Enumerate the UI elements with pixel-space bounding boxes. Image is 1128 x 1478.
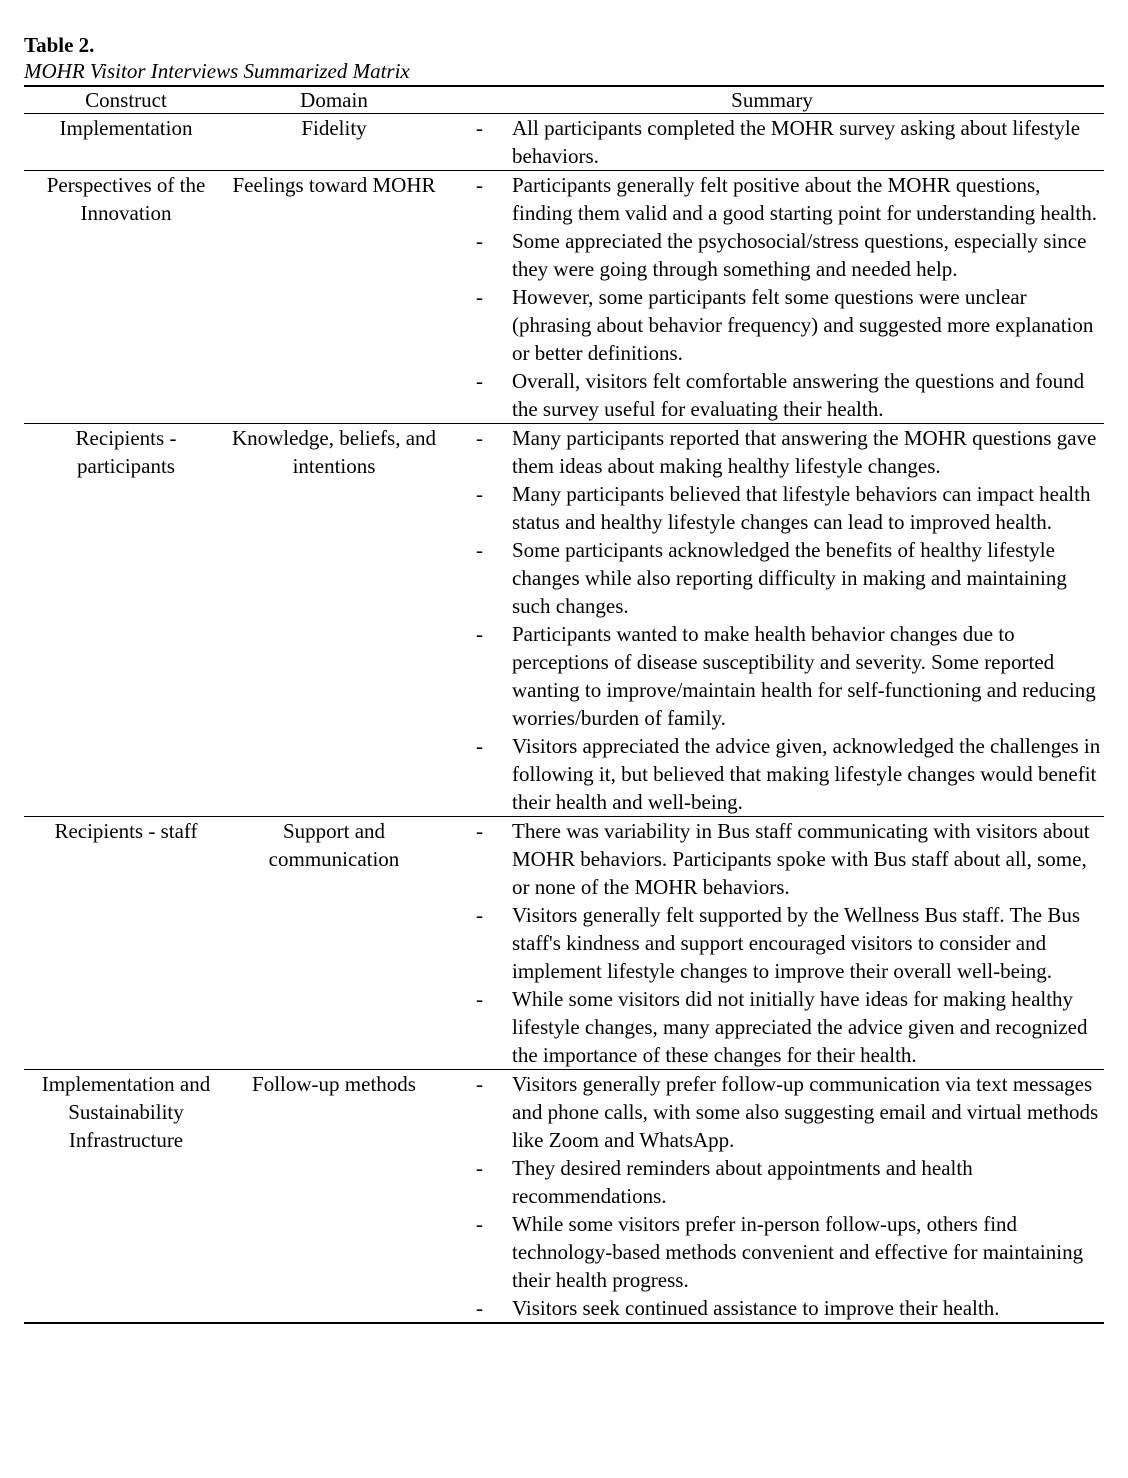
summary-cell — [440, 424, 1104, 817]
summary-item — [440, 114, 1104, 170]
summary-text: However, some participants felt some questions were unclear (phrasing about behavior frequency) and suggested more explanation or better definitions. — [512, 285, 1094, 365]
bullet-dash: - — [476, 116, 483, 140]
summary-item — [440, 480, 1104, 536]
summary-text: Visitors generally felt supported by the Wellness Bus staff. The Bus staff's kindness and support encouraged visitors to consider and implement lifestyle changes to improve their overall well-being. — [512, 903, 1081, 983]
header-row — [24, 86, 1104, 114]
summary-matrix-table — [24, 85, 1104, 1324]
summary-text: Many participants believed that lifestyle behaviors can impact health status and healthy lifestyle changes can lead to improved health. — [512, 482, 1091, 534]
summary-cell — [440, 817, 1104, 1070]
table-header — [24, 86, 1104, 114]
table-row — [24, 1070, 1104, 1324]
bullet-dash: - — [476, 285, 483, 309]
table-row — [24, 171, 1104, 424]
summary-item — [440, 536, 1104, 620]
summary-item — [440, 1210, 1104, 1294]
construct-cell: Perspectives of the Innovation — [46, 173, 206, 225]
bullet-dash: - — [476, 987, 483, 1011]
header-domain: Domain — [300, 88, 368, 112]
table-title: Table 2. — [24, 33, 95, 57]
summary-text: Visitors seek continued assistance to improve their health. — [512, 1296, 1000, 1320]
summary-text: Participants generally felt positive about the MOHR questions, finding them valid and a good starting point for understanding health. — [512, 173, 1097, 225]
summary-list — [440, 817, 1104, 1069]
summary-item — [440, 1070, 1104, 1154]
construct-cell: Implementation and Sustainability Infrastructure — [41, 1072, 211, 1152]
summary-text: Visitors generally prefer follow-up communication via text messages and phone calls, with some also suggesting email and virtual methods like Zoom and WhatsApp. — [512, 1072, 1099, 1152]
bullet-dash: - — [476, 1072, 483, 1096]
bullet-dash: - — [476, 1212, 483, 1236]
summary-item — [440, 817, 1104, 901]
bullet-dash: - — [476, 1296, 483, 1320]
bullet-dash: - — [476, 482, 483, 506]
summary-text: Visitors appreciated the advice given, acknowledged the challenges in following it, but believed that making lifestyle changes would benefit their health and well-being. — [512, 734, 1101, 814]
summary-cell — [440, 171, 1104, 424]
summary-item — [440, 227, 1104, 283]
bullet-dash: - — [476, 819, 483, 843]
header-summary: Summary — [731, 88, 813, 112]
construct-cell: Recipients - staff — [54, 819, 198, 843]
domain-cell: Knowledge, beliefs, and intentions — [231, 426, 437, 478]
bullet-dash: - — [476, 538, 483, 562]
summary-text: There was variability in Bus staff communicating with visitors about MOHR behaviors. Participants spoke with Bus staff about all, some, or none of the MOHR behaviors. — [512, 819, 1090, 899]
summary-cell — [440, 114, 1104, 171]
summary-item — [440, 283, 1104, 367]
document-page — [24, 33, 1104, 1324]
summary-text: Overall, visitors felt comfortable answering the questions and found the survey useful for evaluating their health. — [512, 369, 1085, 421]
construct-cell: Recipients - participants — [75, 426, 177, 478]
summary-text: While some visitors did not initially have ideas for making healthy lifestyle changes, many appreciated the advice given and recognized the importance of these changes for their health. — [512, 987, 1088, 1067]
table-subtitle: MOHR Visitor Interviews Summarized Matrix — [24, 59, 410, 83]
summary-cell — [440, 1070, 1104, 1324]
bullet-dash: - — [476, 229, 483, 253]
summary-item — [440, 732, 1104, 816]
summary-text: Some participants acknowledged the benefits of healthy lifestyle changes while also reporting difficulty in making and maintaining such changes. — [512, 538, 1067, 618]
bullet-dash: - — [476, 426, 483, 450]
summary-list — [440, 114, 1104, 170]
summary-item — [440, 985, 1104, 1069]
summary-item — [440, 1294, 1104, 1322]
summary-text: They desired reminders about appointments and health recommendations. — [512, 1156, 973, 1208]
summary-text: Some appreciated the psychosocial/stress questions, especially since they were going through something and needed help. — [512, 229, 1087, 281]
summary-text: Participants wanted to make health behavior changes due to perceptions of disease susceptibility and severity. Some reported wanting to improve/maintain health for self-functioning and reducing worries/burden of family. — [512, 622, 1096, 730]
domain-cell: Support and communication — [268, 819, 400, 871]
bullet-dash: - — [476, 369, 483, 393]
header-construct: Construct — [85, 88, 167, 112]
summary-item — [440, 367, 1104, 423]
domain-cell: Feelings toward MOHR — [232, 173, 436, 197]
table-row — [24, 114, 1104, 171]
summary-text: While some visitors prefer in-person follow-ups, others find technology-based methods convenient and effective for maintaining their health progress. — [512, 1212, 1084, 1292]
bullet-dash: - — [476, 173, 483, 197]
table-body — [24, 114, 1104, 1324]
domain-cell: Follow-up methods — [252, 1072, 416, 1096]
table-row — [24, 817, 1104, 1070]
bullet-dash: - — [476, 622, 483, 646]
summary-item — [440, 424, 1104, 480]
summary-item — [440, 620, 1104, 732]
summary-list — [440, 171, 1104, 423]
construct-cell: Implementation — [59, 116, 193, 140]
domain-cell: Fidelity — [301, 116, 367, 140]
summary-list — [440, 1070, 1104, 1322]
bullet-dash: - — [476, 734, 483, 758]
bullet-dash: - — [476, 903, 483, 927]
summary-text: Many participants reported that answering the MOHR questions gave them ideas about making healthy lifestyle changes. — [512, 426, 1097, 478]
summary-item — [440, 171, 1104, 227]
table-row — [24, 424, 1104, 817]
summary-item — [440, 901, 1104, 985]
bullet-dash: - — [476, 1156, 483, 1180]
summary-item — [440, 1154, 1104, 1210]
summary-list — [440, 424, 1104, 816]
summary-text: All participants completed the MOHR survey asking about lifestyle behaviors. — [512, 116, 1081, 168]
